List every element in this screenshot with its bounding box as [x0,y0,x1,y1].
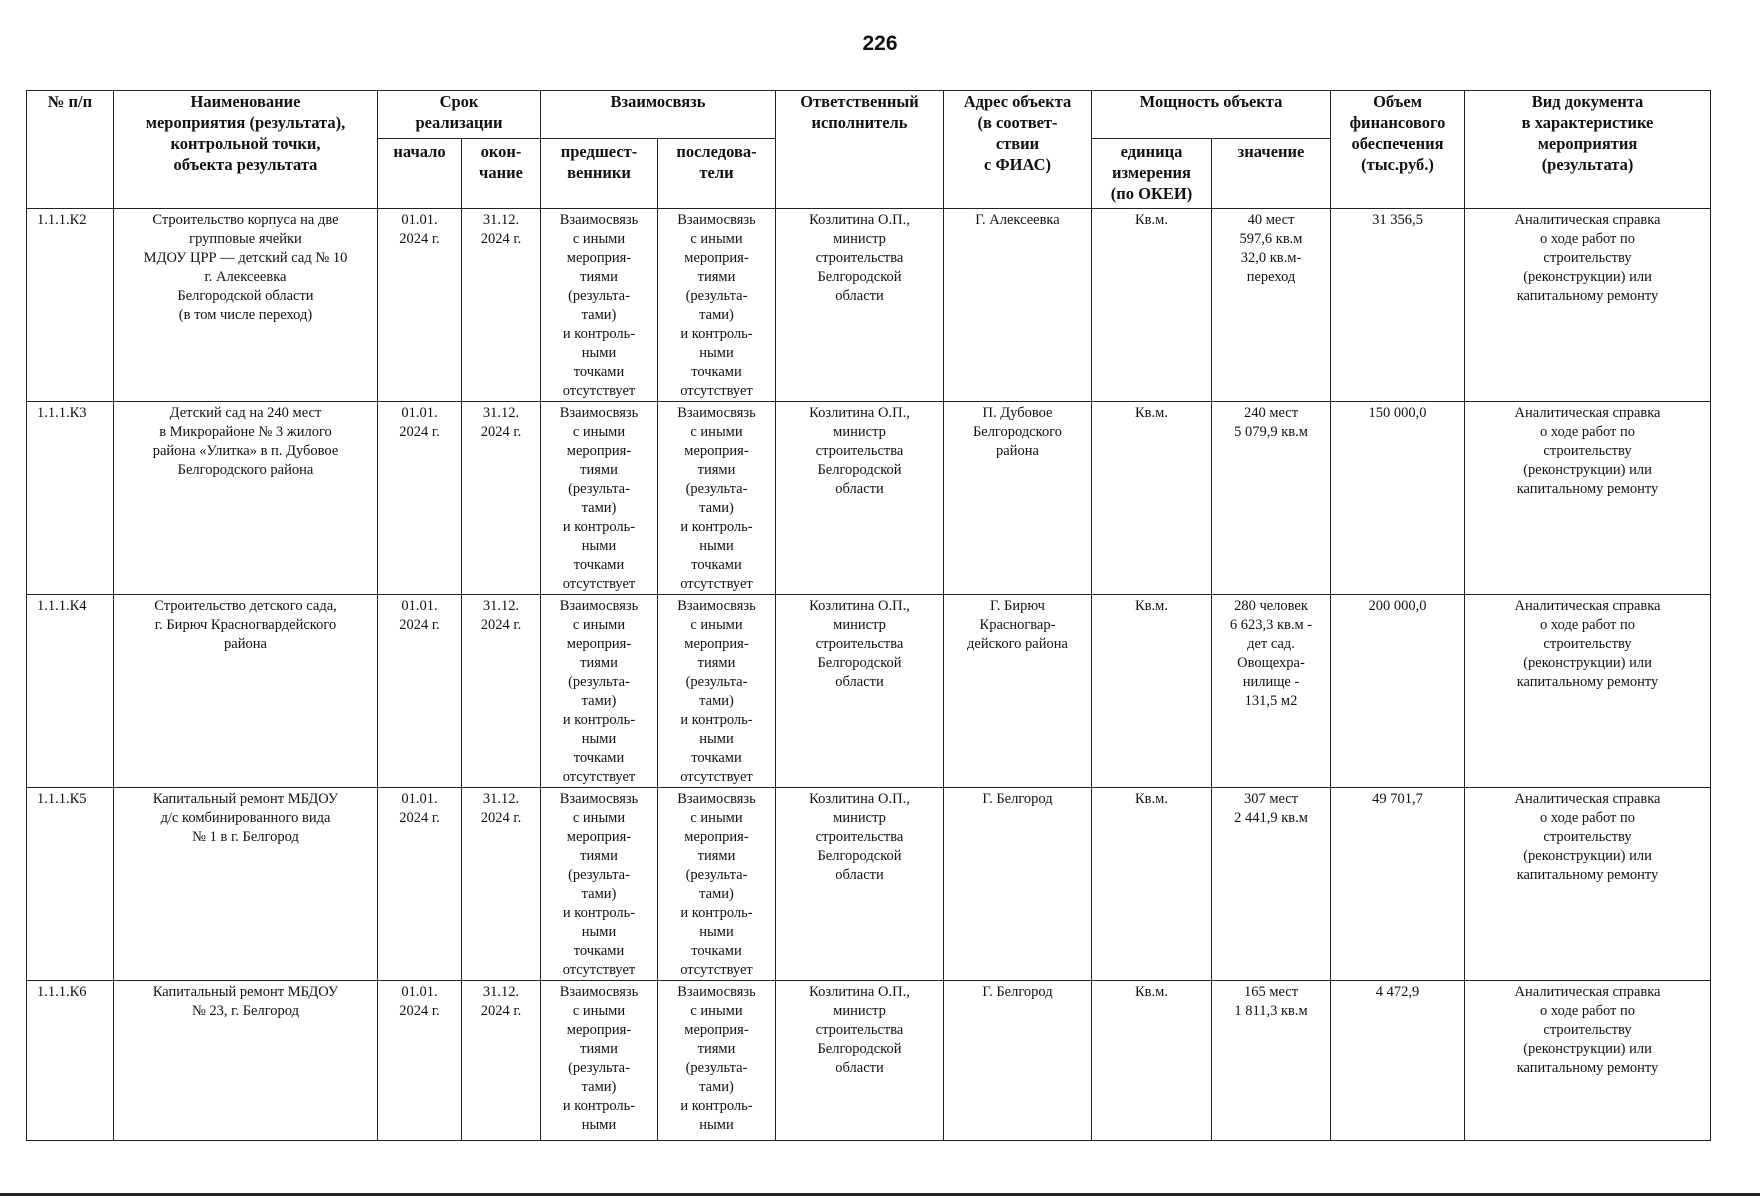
cell-address: Г. Белгород [944,981,1092,1141]
header-relation-prev: предшест- венники [541,139,658,209]
header-num: № п/п [27,91,114,209]
cell-doc: Аналитическая справка о ходе работ по строительству (реконструкции) или капитальному ремонту [1465,209,1711,402]
header-term: Срок реализации [378,91,541,139]
cell-start: 01.01. 2024 г. [378,981,462,1141]
cell-start: 01.01. 2024 г. [378,595,462,788]
cell-responsible: Козлитина О.П., министр строительства Белгородской области [776,595,944,788]
cell-funding: 49 701,7 [1331,788,1465,981]
header-relation-next: последова- тели [658,139,776,209]
cell-doc: Аналитическая справка о ходе работ по строительству (реконструкции) или капитальному ремонту [1465,788,1711,981]
cell-address: Г. Бирюч Красногвар- дейского района [944,595,1092,788]
cell-value: 280 человек 6 623,3 кв.м - дет сад. Овощехра- нилище - 131,5 м2 [1212,595,1331,788]
cell-prev: Взаимосвязь с иными мероприя- тиями (результа- тами) и контроль- ными точками отсутствует [541,209,658,402]
cell-prev: Взаимосвязь с иными мероприя- тиями (результа- тами) и контроль- ными точками отсутствует [541,788,658,981]
cell-value: 240 мест 5 079,9 кв.м [1212,402,1331,595]
cell-address: П. Дубовое Белгородского района [944,402,1092,595]
cell-num: 1.1.1.К3 [27,402,114,595]
header-name: Наименование мероприятия (результата), контрольной точки, объекта результата [114,91,378,209]
cell-next: Взаимосвязь с иными мероприя- тиями (результа- тами) и контроль- ными [658,981,776,1141]
cell-prev: Взаимосвязь с иными мероприя- тиями (результа- тами) и контроль- ными точками отсутствует [541,595,658,788]
header-capacity-unit: единица измерения (по ОКЕИ) [1092,139,1212,209]
cell-doc: Аналитическая справка о ходе работ по строительству (реконструкции) или капитальному ремонту [1465,402,1711,595]
cell-end: 31.12. 2024 г. [462,209,541,402]
cell-responsible: Козлитина О.П., министр строительства Белгородской области [776,788,944,981]
page-number: 226 [862,32,898,55]
cell-doc: Аналитическая справка о ходе работ по строительству (реконструкции) или капитальному ремонту [1465,595,1711,788]
cell-num: 1.1.1.К6 [27,981,114,1141]
cell-unit: Кв.м. [1092,788,1212,981]
cell-name: Детский сад на 240 мест в Микрорайоне № 3 жилого района «Улитка» в п. Дубовое Белгородского района [114,402,378,595]
cell-value: 307 мест 2 441,9 кв.м [1212,788,1331,981]
cell-address: Г. Белгород [944,788,1092,981]
header-capacity: Мощность объекта [1092,91,1331,139]
cell-unit: Кв.м. [1092,981,1212,1141]
cell-num: 1.1.1.К2 [27,209,114,402]
cell-responsible: Козлитина О.П., министр строительства Белгородской области [776,981,944,1141]
header-responsible: Ответственный исполнитель [776,91,944,209]
table-row [27,402,1711,595]
cell-unit: Кв.м. [1092,402,1212,595]
header-term-end: окон- чание [462,139,541,209]
cell-value: 40 мест 597,6 кв.м 32,0 кв.м- переход [1212,209,1331,402]
table-row [27,981,1711,1141]
table-body [27,209,1711,1141]
cell-funding: 31 356,5 [1331,209,1465,402]
header-doc-type: Вид документа в характеристике мероприятия (результата) [1465,91,1711,209]
cell-name: Строительство корпуса на две групповые ячейки МДОУ ЦРР — детский сад № 10 г. Алексеевка Белгородской области (в том числе переход) [114,209,378,402]
cell-end: 31.12. 2024 г. [462,981,541,1141]
cell-num: 1.1.1.К5 [27,788,114,981]
cell-end: 31.12. 2024 г. [462,402,541,595]
header-capacity-value: значение [1212,139,1331,209]
page-bottom-rule [0,1193,1760,1196]
cell-responsible: Козлитина О.П., министр строительства Белгородской области [776,209,944,402]
cell-start: 01.01. 2024 г. [378,402,462,595]
cell-prev: Взаимосвязь с иными мероприя- тиями (результа- тами) и контроль- ными [541,981,658,1141]
cell-unit: Кв.м. [1092,209,1212,402]
cell-name: Капитальный ремонт МБДОУ д/с комбинированного вида № 1 в г. Белгород [114,788,378,981]
cell-name: Капитальный ремонт МБДОУ № 23, г. Белгород [114,981,378,1141]
header-address: Адрес объекта (в соответ- ствии с ФИАС) [944,91,1092,209]
events-table [26,90,1711,1141]
cell-address: Г. Алексеевка [944,209,1092,402]
cell-responsible: Козлитина О.П., министр строительства Белгородской области [776,402,944,595]
header-relation: Взаимосвязь [541,91,776,139]
cell-start: 01.01. 2024 г. [378,788,462,981]
cell-next: Взаимосвязь с иными мероприя- тиями (результа- тами) и контроль- ными точками отсутствует [658,788,776,981]
cell-end: 31.12. 2024 г. [462,788,541,981]
cell-funding: 200 000,0 [1331,595,1465,788]
cell-unit: Кв.м. [1092,595,1212,788]
cell-next: Взаимосвязь с иными мероприя- тиями (результа- тами) и контроль- ными точками отсутствует [658,595,776,788]
cell-funding: 150 000,0 [1331,402,1465,595]
header-term-start: начало [378,139,462,209]
cell-doc: Аналитическая справка о ходе работ по строительству (реконструкции) или капитальному ремонту [1465,981,1711,1141]
cell-name: Строительство детского сада, г. Бирюч Красногвардейского района [114,595,378,788]
table-row [27,595,1711,788]
cell-next: Взаимосвязь с иными мероприя- тиями (результа- тами) и контроль- ными точками отсутствует [658,209,776,402]
cell-start: 01.01. 2024 г. [378,209,462,402]
cell-prev: Взаимосвязь с иными мероприя- тиями (результа- тами) и контроль- ными точками отсутствует [541,402,658,595]
cell-value: 165 мест 1 811,3 кв.м [1212,981,1331,1141]
header-funding: Объем финансового обеспечения (тыс.руб.) [1331,91,1465,209]
cell-end: 31.12. 2024 г. [462,595,541,788]
cell-funding: 4 472,9 [1331,981,1465,1141]
cell-next: Взаимосвязь с иными мероприя- тиями (результа- тами) и контроль- ными точками отсутствует [658,402,776,595]
table-row [27,209,1711,402]
table-header [27,91,1711,209]
cell-num: 1.1.1.К4 [27,595,114,788]
table-row [27,788,1711,981]
